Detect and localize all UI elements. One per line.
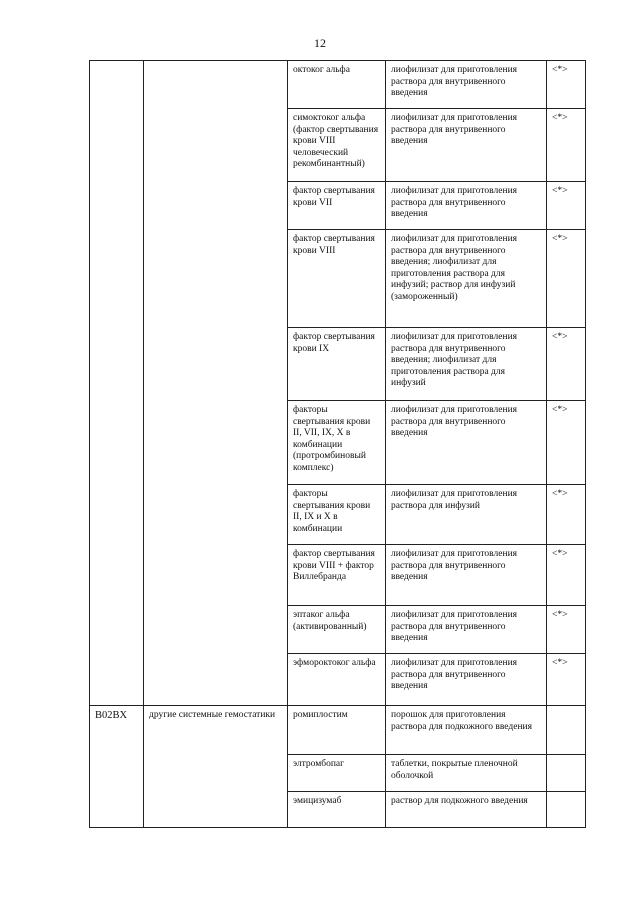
drug-name: фактор свертывания крови VIII + фактор Виллебранда	[288, 545, 386, 606]
drug-name: факторы свертывания крови II, VII, IX, X в комбинации (протромбиновый комплекс)	[288, 401, 386, 485]
note-mark: <*>	[547, 182, 586, 230]
atc-code: B02BX	[90, 706, 144, 828]
note-mark	[547, 706, 586, 755]
note-mark: <*>	[547, 61, 586, 109]
atc-code-cell	[90, 61, 144, 706]
note-mark: <*>	[547, 230, 586, 328]
dosage-form: раствор для подкожного введения	[386, 792, 547, 828]
dosage-form: лиофилизат для приготовления раствора для внутривенного введения	[386, 109, 547, 182]
drug-name: фактор свертывания крови VII	[288, 182, 386, 230]
drug-name: фактор свертывания крови VIII	[288, 230, 386, 328]
dosage-form: лиофилизат для приготовления раствора для внутривенного введения	[386, 606, 547, 654]
group-title: другие системные гемостатики	[144, 706, 288, 828]
note-mark: <*>	[547, 328, 586, 401]
drug-name: факторы свертывания крови II, IX и X в комбинации	[288, 485, 386, 545]
drug-name: эмицизумаб	[288, 792, 386, 828]
note-mark: <*>	[547, 401, 586, 485]
note-mark: <*>	[547, 485, 586, 545]
drug-name: симоктоког альфа (фактор свертывания крови VIII человеческий рекомбинантный)	[288, 109, 386, 182]
table-row	[90, 706, 586, 755]
dosage-form: порошок для приготовления раствора для подкожного введения	[386, 706, 547, 755]
note-mark: <*>	[547, 109, 586, 182]
dosage-form: лиофилизат для приготовления раствора для внутривенного введения	[386, 654, 547, 706]
page-number: 12	[314, 36, 326, 50]
dosage-form: лиофилизат для приготовления раствора для внутривенного введения; лиофилизат для приготовления раствора для инфузий	[386, 328, 547, 401]
note-mark: <*>	[547, 545, 586, 606]
dosage-form: лиофилизат для приготовления раствора для внутривенного введения	[386, 182, 547, 230]
dosage-form: лиофилизат для приготовления раствора для внутривенного введения	[386, 545, 547, 606]
drug-name: элтромбопаг	[288, 755, 386, 792]
drug-name: октоког альфа	[288, 61, 386, 109]
drug-name: фактор свертывания крови IX	[288, 328, 386, 401]
drug-name: ромиплостим	[288, 706, 386, 755]
note-mark	[547, 792, 586, 828]
drug-table	[89, 60, 586, 828]
dosage-form: лиофилизат для приготовления раствора для инфузий	[386, 485, 547, 545]
dosage-form: лиофилизат для приготовления раствора для внутривенного введения	[386, 61, 547, 109]
note-mark	[547, 755, 586, 792]
table-row	[90, 61, 586, 109]
dosage-form: лиофилизат для приготовления раствора для внутривенного введения; лиофилизат для приготовления раствора для инфузий; раствор для инфузий (замороженный)	[386, 230, 547, 328]
dosage-form: таблетки, покрытые пленочной оболочкой	[386, 755, 547, 792]
drug-name: эфмороктоког альфа	[288, 654, 386, 706]
note-mark: <*>	[547, 654, 586, 706]
drug-name: эптаког альфа (активированный)	[288, 606, 386, 654]
dosage-form: лиофилизат для приготовления раствора для внутривенного введения	[386, 401, 547, 485]
note-mark: <*>	[547, 606, 586, 654]
group-name-cell	[144, 61, 288, 706]
